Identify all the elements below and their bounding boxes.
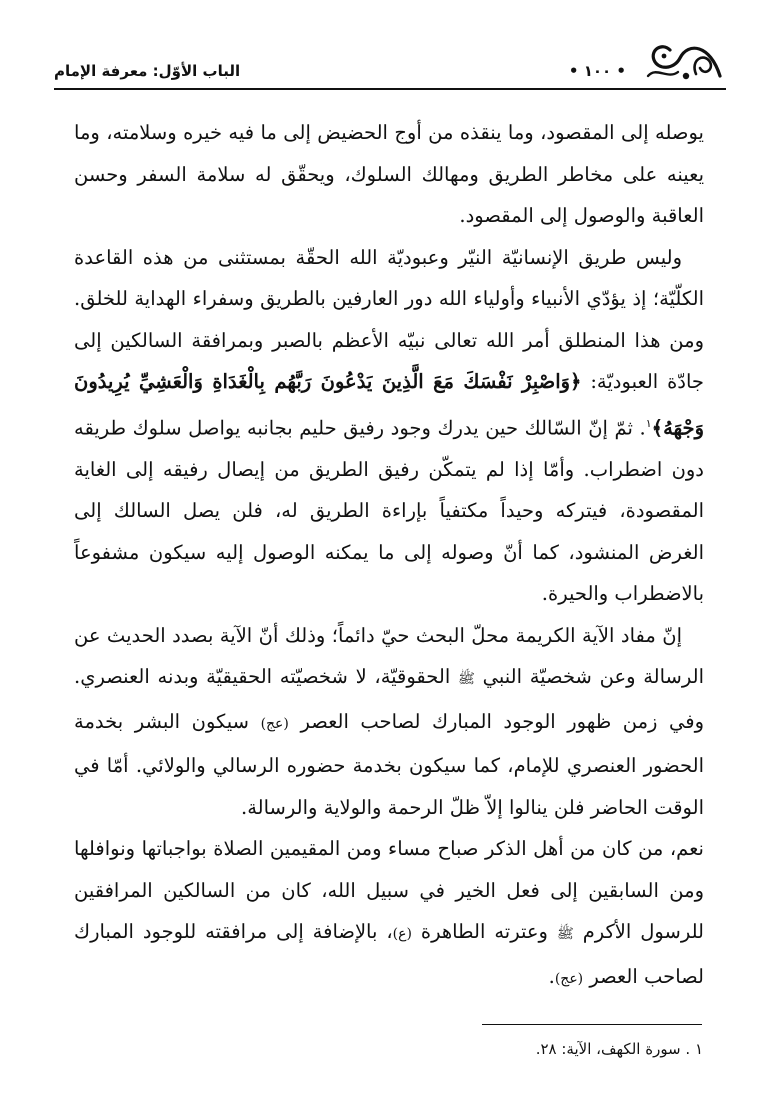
header-divider	[54, 88, 726, 90]
paragraph-4-text-cont: وعترته الطاهرة	[420, 920, 548, 943]
ornament-icon	[640, 36, 726, 84]
footnote-marker: ١	[645, 416, 652, 430]
footnote: ١ . سورة الكهف، الآية: ٢٨.	[535, 1040, 703, 1058]
paragraph-4-text: نعم، من كان من أهل الذكر صباح مساء ومن المقيمين الصلاة بواجباتها ونوافلها ومن السابقين إلى فعل الخير في سبيل الله، كان من السالكين المرافقين للرسول الأكرم	[74, 837, 704, 943]
paragraph-2-text: وليس طريق الإنسانيّة النيّر وعبوديّة الله الحقّة بمستثنى من هذه القاعدة الكلّيّة؛ إذ يؤدّي الأنبياء وأولياء الله دور العارفين بالطريق وسفراء الهداية للخلق. ومن هذا المنطلق أمر الله تعالى نبيّه الأعظم بالصبر وبمرافقة السالكين إلى جادّة العبوديّة:	[74, 245, 704, 393]
paragraph-3	[74, 615, 704, 829]
paragraph-4-text-more: ، بالإضافة إلى مرافقته للوجود المبارك لصاحب العصر	[74, 920, 704, 988]
footnote-divider	[482, 1024, 702, 1025]
honorific-symbol: (ع)	[392, 926, 412, 942]
paragraph-2-text-cont: . ثمّ إنّ السّالك حين يدرك وجود رفيق حليم بجانبه يواصل سلوك طريقه دون اضطراب. وأمّا إذا لم يتمكّن رفيق الطريق من إيصال رفيقه إلى الغاية المقصودة، فيتركه وحيداً مكتفياً بإراءة الطريق له، فلن يصل السالك إلى الغرض المنشود، كما أنّ وصوله إلى ما يمكنه الوصول إليه سيكون مشفوعاً بالاضطراب والحيرة.	[74, 416, 704, 605]
honorific-symbol: (عج)	[260, 715, 289, 732]
honorific-symbol: ﷺ	[556, 926, 574, 942]
paragraph-4-end: .	[548, 964, 555, 988]
main-text	[74, 112, 704, 1000]
paragraph-3-text-cont: الحقوقيّة، لا شخصيّته الحقيقيّة وبدنه العنصري. وفي زمن ظهور الوجود المبارك لصاحب العصر	[74, 665, 704, 733]
paragraph-2	[74, 237, 704, 615]
paragraph-3-text-end: سيكون البشر بخدمة الحضور العنصري للإمام، كما سيكون بخدمة حضوره الرسالي والولائي. أمّا في الوقت الحاضر فلن ينالوا إلاّ ظلّ الرحمة والولاية والرسالة.	[74, 709, 704, 819]
paragraph-1: يوصله إلى المقصود، وما ينقذه من أوج الحضيض إلى ما فيه خيره وسلامته، وما يعينه على مخاطر الطريق ومهالك السلوك، ويحقّق له سلامة السفر وحسن العاقبة والوصول إلى المقصود.	[74, 121, 704, 227]
page-header	[54, 34, 726, 90]
quran-verse: ﴿وَاصْبِرْ نَفْسَكَ مَعَ الَّذِينَ يَدْعُونَ رَبَّهُم بِالْغَدَاةِ وَالْعَشِيِّ يُرِيدُونَ وَجْهَهُ﴾	[74, 370, 704, 439]
paragraph-4	[74, 828, 704, 1000]
chapter-title: الباب الأوّل: معرفة الإمام	[54, 62, 241, 80]
page-number: • ١٠٠ •	[568, 62, 626, 80]
paragraph-3-text: إنّ مفاد الآية الكريمة محلّ البحث حيّ دائماً؛ وذلك أنّ الآية بصدد الحديث عن الرسالة وعن شخصيّة النبي	[74, 623, 705, 688]
honorific-symbol: (عج)	[554, 970, 584, 987]
honorific-symbol: ﷺ	[457, 671, 475, 687]
